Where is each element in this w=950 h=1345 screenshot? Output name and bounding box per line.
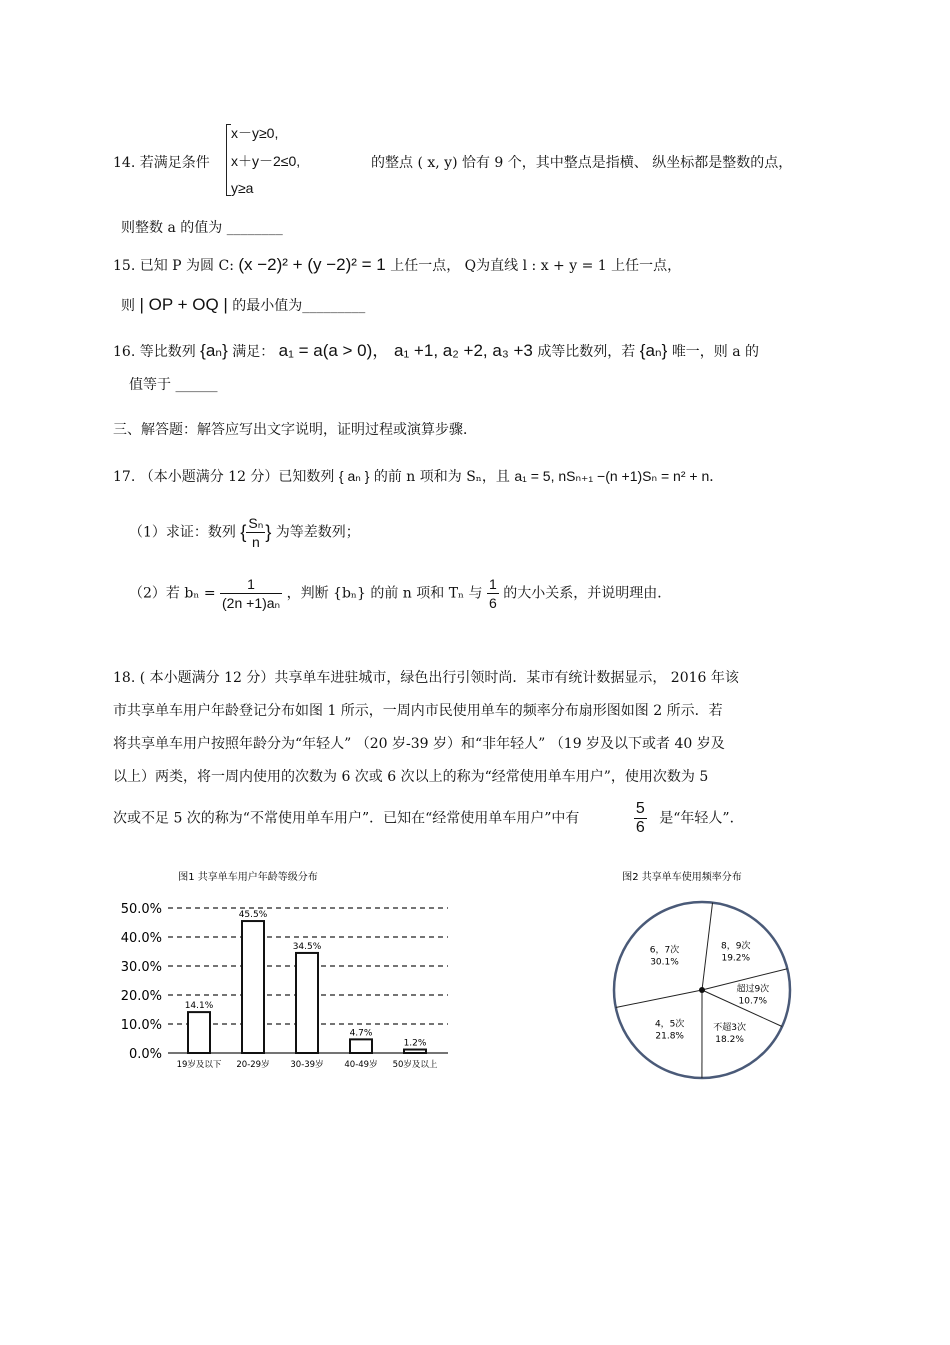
q14-sys-line1: x－y≥0, (231, 125, 279, 141)
age-distribution-bar-chart (118, 860, 468, 1080)
q14-prefix: 14. 若满足条件 (113, 155, 210, 171)
pie-slice-pct: 19.2% (721, 953, 751, 964)
bar-ytick-label: 50.0% (120, 902, 162, 917)
bar-ytick-label: 30.0% (120, 960, 162, 975)
q17-p2-prefix: （2）若 bₙ = (129, 585, 216, 602)
q18-line3: 将共享单车用户按照年龄分为“年轻人” （20 岁-39 岁）和“非年轻人” （19 岁及以下或者 40 岁及 (113, 736, 725, 752)
q17-seq: { aₙ } (338, 468, 370, 484)
q18-fraction (634, 800, 647, 837)
q17-p2-fnum: 1 (489, 576, 497, 592)
pie-slice-label: 4，5次 (654, 1019, 685, 1030)
q15-suffix: 上任一点， (611, 258, 682, 274)
q15-circle-eq: (x −2)² + (y −2)² = 1 (238, 255, 386, 274)
bar-ytick-label: 0.0% (128, 1047, 162, 1062)
q16-line1 (113, 336, 759, 361)
q17-p1-fraction (246, 514, 265, 551)
q17-head: 17. （本小题满分 12 分）已知数列 (113, 469, 335, 485)
bar-data-label: 14.1% (184, 1001, 214, 1012)
pie-chart-title: 图2 共享单车使用频率分布 (622, 872, 742, 883)
q17-p1-prefix: （1）求证：数列 (129, 524, 236, 541)
q17-p2-fden: 6 (489, 595, 497, 611)
q18-line4: 以上）两类，将一周内使用的次数为 6 次或 6 次以上的称为“经常使用单车用户”，使用次数为 5 (113, 769, 709, 785)
q16-seq2: {aₙ} (639, 341, 668, 360)
q17-p2-suffix: 的大小关系，并说明理由． (503, 585, 672, 602)
q14-sys-line2: x＋y－2≤0, (231, 153, 301, 169)
bar-ytick-label: 10.0% (120, 1018, 162, 1033)
q16-mid: 成等比数列，若 (537, 344, 636, 360)
pie-slice-label: 8，9次 (721, 941, 751, 952)
q17-p2-fraction (220, 575, 282, 612)
bar-ytick-label: 20.0% (120, 989, 162, 1004)
pie-slice-pct: 30.1% (650, 957, 679, 968)
pie-slice-pct: 18.2% (715, 1034, 744, 1045)
q18-line2: 市共享单车用户年龄登记分布如图 1 所示，一周内市民使用单车的频率分布扇形图如图 2 所示．若 (113, 703, 723, 719)
q15-line2-prefix: 则 (121, 298, 135, 314)
bar (350, 1039, 372, 1053)
pie-slice-label: 不超3次 (713, 1022, 746, 1033)
bar (188, 1012, 210, 1053)
q17-p2-num: 1 (220, 575, 282, 594)
q17-part1: （1）求证：数列 { $\frac{\text{Sₙ}}{n}$ } 为等差数列； (129, 515, 360, 550)
q18-frac-num: 5 (635, 800, 645, 817)
q16-cond: 满足： (232, 344, 275, 360)
bar-data-label: 1.2% (403, 1038, 427, 1049)
bar-xtick-label: 19岁及以下 (176, 1060, 222, 1070)
q17-head-line (113, 466, 723, 486)
pie-slice-label: 6，7次 (649, 945, 680, 956)
q16-line2: 值等于 ______ (129, 377, 218, 393)
pie-slice-pct: 10.7% (738, 996, 768, 1007)
bar-xtick-label: 40-49岁 (344, 1060, 378, 1070)
q15-line2 (121, 295, 365, 315)
bar (242, 921, 264, 1053)
bar-ytick-label: 40.0% (120, 931, 162, 946)
usage-frequency-pie-chart (602, 860, 802, 1085)
q14-line2: 则整数 a 的值为 ________ (121, 220, 283, 236)
bar-xtick-label: 30-39岁 (290, 1060, 324, 1070)
q16-seq: {aₙ} (200, 341, 228, 360)
bar (404, 1050, 426, 1053)
bar-data-label: 34.5% (292, 941, 322, 952)
q15-line1 (113, 255, 681, 275)
q17-p2-frac2 (487, 575, 499, 612)
q15-mid: 上任一点， Q为直线 l : x + y = 1 (390, 258, 607, 274)
q17-cond: a₁ = 5, nSₙ₊₁ −(n +1)Sₙ = n² + n． (514, 468, 724, 484)
bar-chart-title: 图1 共享单车用户年龄等级分布 (178, 872, 318, 883)
q14-suffix: 的整点 ( x, y) 恰有 9 个，其中整点是指横、 纵坐标都是整数的点， (371, 155, 793, 171)
q17-p1-suffix: 为等差数列； (275, 524, 360, 541)
q15-line2-suffix: 的最小值为_________ (232, 298, 366, 314)
q17-p2-mid: ，判断 {bₙ} 的前 n 项和 Tₙ 与 (286, 585, 483, 602)
bar-data-label: 45.5% (238, 910, 268, 921)
q17-p1-den: n (251, 534, 260, 550)
q18-line5 (113, 800, 744, 837)
pie-slice-pct: 21.8% (655, 1031, 684, 1042)
q17-part2 (129, 575, 671, 612)
q15-prefix: 15. 已知 P 为圆 C: (113, 258, 234, 274)
q16-tail: 唯一，则 a 的 (671, 344, 760, 360)
bar-xtick-label: 20-29岁 (236, 1060, 270, 1070)
bar-xtick-label: 50岁及以上 (392, 1060, 438, 1070)
q18-frac-den: 6 (635, 819, 645, 836)
q15-vector-expr: | OP + OQ | (139, 295, 228, 314)
q18-line1: 18. ( 本小题满分 12 分）共享单车进驻城市，绿色出行引领时尚．某市有统计数据显示， 2016 年该 (113, 670, 739, 686)
pie-slice-label: 超过9次 (736, 984, 770, 995)
q14-sys-line3: y≥a (231, 180, 254, 196)
bar (296, 953, 318, 1053)
q18-l5-suffix: 是“年轻人”． (659, 810, 744, 827)
pie-center (699, 987, 705, 993)
q18-l5-prefix: 次或不足 5 次的称为“不常使用单车用户”．已知在“经常使用单车用户”中有 (113, 810, 580, 827)
q17-p2-den: (2n +1)aₙ (222, 595, 281, 611)
q16-prefix: 16. 等比数列 (113, 344, 196, 360)
section-3-heading: 三、解答题：解答应写出文字说明，证明过程或演算步骤． (113, 422, 477, 438)
q16-expr: a₁ = a(a > 0)， a₁ +1, a₂ +2, a₃ +3 (278, 341, 533, 360)
bar-data-label: 4.7% (349, 1028, 373, 1039)
q17-p1-num: Sₙ (248, 515, 264, 531)
q17-mid: 的前 n 项和为 Sₙ，且 (373, 469, 510, 485)
